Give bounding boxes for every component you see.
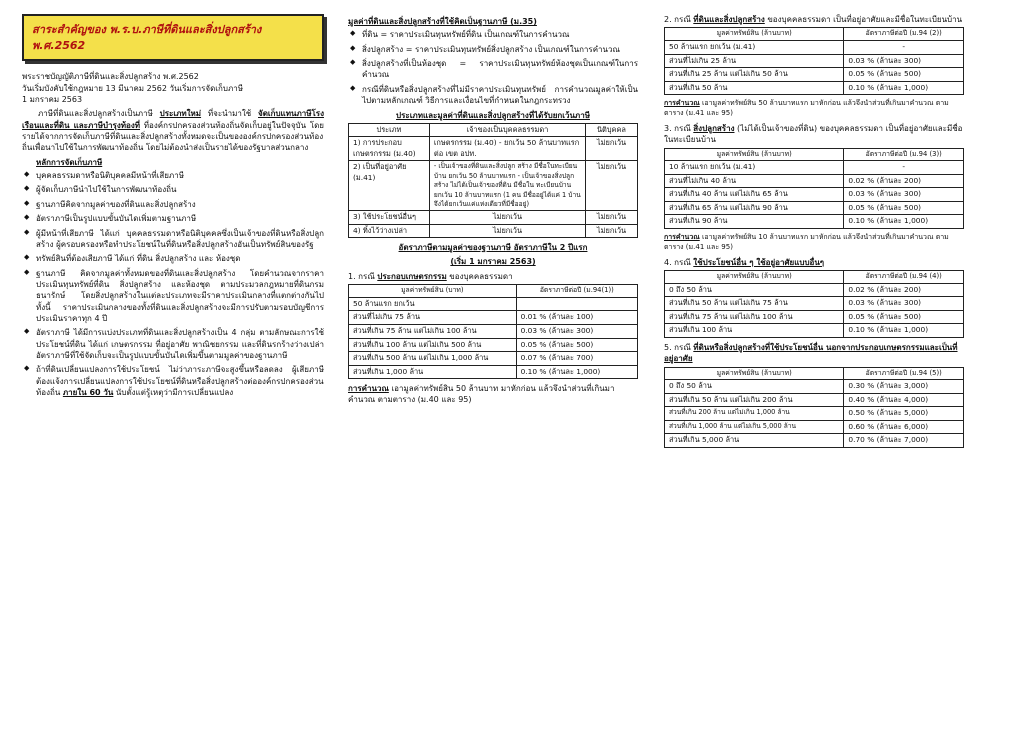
list-item: ◆ บุคคลธรรมดาหรือนิติบุคคลมีหน้าที่เสียภาษี xyxy=(22,170,324,181)
table-row xyxy=(349,352,638,366)
table-cell: 50 ล้านแรก ยกเว้น xyxy=(349,297,517,311)
list-item: ◆ ที่ดิน = ราคาประเมินทุนทรัพย์ที่ดิน เป็นเกณฑ์ในการคำนวณ xyxy=(348,29,638,40)
para-text-d: จัดเก็บแทนภาษีโรงเรือนและที่ดิน และภาษีบำรุงท้องที่ xyxy=(22,109,324,130)
list-item-deadline: ภายใน 60 วัน xyxy=(62,388,114,398)
table-row xyxy=(665,201,964,215)
para-text-c: ที่จะนำมาใช้ xyxy=(207,109,252,119)
table-row xyxy=(349,224,638,238)
list-item-text: ถ้าที่ดินเปลี่ยนแปลงการใช้ประโยชน์ ไม่ว่าภาระภาษีจะสูงขึ้นหรือลดลง ผู้เสียภาษีต้องแจ้งการเปลี่ยนแปลงการใช้ประโยชน์ที่ดินหรือสิ่งปลูกสร้างต่อองค์กรปกครองส่วนท้องถิ่น xyxy=(36,365,324,398)
case-2-heading xyxy=(664,14,964,25)
case-2-table xyxy=(664,27,964,95)
table-cell: ส่วนที่เกิน 100 ล้าน แต่ไม่เกิน 500 ล้าน xyxy=(349,338,517,352)
table-cell: 50 ล้านแรก ยกเว้น (ม.41) xyxy=(665,41,844,55)
table-cell xyxy=(516,297,637,311)
table-cell: 0.05 % (ล้านละ 500) xyxy=(844,201,964,215)
list-item: ◆ สิ่งปลูกสร้าง = ราคาประเมินทุนทรัพย์สิ่งปลูกสร้าง เป็นเกณฑ์ในการคำนวณ xyxy=(348,44,638,55)
intro-paragraph xyxy=(22,108,324,153)
table-cell: ส่วนที่เกิน 75 ล้าน แต่ไม่เกิน 100 ล้าน xyxy=(349,325,517,339)
calc-text: เอามูลค่าทรัพย์สิน 10 ล้านบาทแรก มาหักก่อน แล้วจึงนำส่วนที่เกินมาคำนวณ ตามตาราง (ม.41 และ 95) xyxy=(664,232,949,251)
case-4-table xyxy=(664,270,964,338)
exemption-heading: ประเภทและมูลค่าที่ดินและสิ่งปลูกสร้างที่ได้รับยกเว้นภาษี xyxy=(396,110,590,120)
table-row xyxy=(665,310,964,324)
case-1-label: ประกอบเกษตรกรรม xyxy=(377,271,447,281)
table-cell: 0.05 % (ล้านละ 500) xyxy=(844,68,964,82)
table-cell: 0.03 % (ล้านละ 300) xyxy=(516,325,637,339)
case-5-table xyxy=(664,367,964,448)
table-header: มูลค่าทรัพย์สิน (ล้านบาท) xyxy=(665,367,844,380)
table-cell: ไม่ยกเว้น xyxy=(585,161,637,211)
principles-heading: หลักการจัดเก็บภาษี xyxy=(36,157,103,167)
table-cell: 2) เป็นที่อยู่อาศัย (ม.41) xyxy=(349,161,430,211)
case-3-label: สิ่งปลูกสร้าง xyxy=(693,123,735,133)
case-5-label: ที่ดินหรือสิ่งปลูกสร้างที่ใช้ประโยชน์อื่น นอกจากประกอบเกษตรกรรมและเป็นที่อยู่อาศัย xyxy=(664,342,958,364)
para-text-b: ประเภทใหม่ xyxy=(159,109,202,119)
table-cell: ส่วนที่ไม่เกิน 40 ล้าน xyxy=(665,174,844,188)
table-row xyxy=(665,380,964,394)
case-3-table xyxy=(664,148,964,229)
table-cell: ส่วนที่เกิน 50 ล้าน xyxy=(665,81,844,95)
rates-heading: อัตราภาษีตามมูลค่าของฐานภาษี อัตราภาษีใน 2 ปีแรก xyxy=(398,243,588,253)
para-text-e: ที่องค์กรปกครองส่วนท้องถิ่นจัดเก็บอยู่ในปัจจุบัน โดยรายได้จากการจัดเก็บภาษีที่ดินและสิ่งปลูกสร้างทั้งหมดจะเป็นขององค์กรปกครองส่วนท้องถิ่นเพื่อนาไปใช้ในการพัฒนาท้องถิ่น โดยไม่ต้องนำส่งเป็นรายได้ของรัฐบาลส่วนกลาง xyxy=(22,120,324,153)
table-cell: 4) ทิ้งไว้ว่างเปล่า xyxy=(349,224,430,238)
table-row xyxy=(349,297,638,311)
table-cell: 0.10 % (ล้านละ 1,000) xyxy=(844,81,964,95)
table-cell: ส่วนที่เกิน 200 ล้าน แต่ไม่เกิน 1,000 ล้าน xyxy=(665,407,844,421)
table-cell: ส่วนที่เกิน 5,000 ล้าน xyxy=(665,434,844,448)
case-1-prefix: 1. กรณี xyxy=(348,271,375,281)
table-cell: 10 ล้านแรก ยกเว้น (ม.41) xyxy=(665,161,844,175)
table-cell: 0.03 % (ล้านละ 300) xyxy=(844,188,964,202)
table-header: อัตราภาษีต่อปี (ม.94 (4)) xyxy=(844,271,964,284)
document-title: สาระสำคัญของ พ.ร.บ.ภาษีที่ดินและสิ่งปลูกสร้าง พ.ศ.2562 xyxy=(22,14,324,61)
table-row xyxy=(665,68,964,82)
table-header-row xyxy=(665,271,964,284)
list-item: ◆ อัตราภาษีเป็นรูปแบบขั้นบันไดเพิ่มตามฐานภาษี xyxy=(22,213,324,224)
table-cell: ส่วนที่ไม่เกิน 75 ล้าน xyxy=(349,311,517,325)
table-row xyxy=(665,324,964,338)
table-cell: 0.02 % (ล้านละ 200) xyxy=(844,283,964,297)
table-cell: - xyxy=(844,161,964,175)
table-row xyxy=(349,161,638,211)
table-row xyxy=(665,393,964,407)
calc-note-3 xyxy=(664,233,964,253)
table-row xyxy=(665,54,964,68)
table-cell: 0.02 % (ล้านละ 200) xyxy=(844,174,964,188)
table-cell: ไม่ยกเว้น xyxy=(585,224,637,238)
table-row xyxy=(665,434,964,448)
table-cell: 0.10 % (ล้านละ 1,000) xyxy=(844,324,964,338)
list-item: ◆ ฐานภาษีคิดจากมูลค่าของที่ดินและสิ่งปลูกสร้าง xyxy=(22,199,324,210)
table-header-row xyxy=(665,28,964,41)
list-item: ◆ ทรัพย์สินที่ต้องเสียภาษี ได้แก่ ที่ดิน สิ่งปลูกสร้าง และ ห้องชุด xyxy=(22,253,324,264)
case-2-label: ที่ดินและสิ่งปลูกสร้าง xyxy=(693,15,765,24)
table-row xyxy=(665,420,964,434)
calc-label: การคำนวณ xyxy=(664,99,700,108)
case-5-prefix: 5. กรณี xyxy=(664,342,691,352)
table-header: มูลค่าทรัพย์สิน (ล้านบาท) xyxy=(665,148,844,161)
column-left xyxy=(22,14,324,402)
table-cell: ส่วนที่ไม่เกิน 25 ล้าน xyxy=(665,54,844,68)
table-cell: 0.07 % (ล้านละ 700) xyxy=(516,352,637,366)
table-cell: 0.05 % (ล้านละ 500) xyxy=(844,310,964,324)
table-cell: ไม่ยกเว้น xyxy=(585,211,637,225)
list-item: ◆ อัตราภาษี ได้มีการแบ่งประเภทที่ดินและสิ่งปลูกสร้างเป็น 4 กลุ่ม ตามลักษณะการใช้ประโยชน์ที่ดิน ได้แก่ เกษตรกรรม ที่อยู่อาศัย พาณิชยกรรม และที่ดินรกร้างว่างเปล่า อัตราภาษีที่ใช้จัดเก็บจะเป็นรูปแบบขั้นบันไดเพิ่มขึ้นตามมูลค่าของฐานภาษี xyxy=(22,327,324,361)
calc-note-1 xyxy=(348,383,638,406)
principles-list xyxy=(22,170,324,398)
table-row xyxy=(349,211,638,225)
list-item: ◆ ฐานภาษี คิดจากมูลค่าทั้งหมดของที่ดินและสิ่งปลูกสร้าง โดยคำนวณจากราคาประเมินทุนทรัพย์ที่ดิน สิ่งปลูกสร้าง และห้องชุด ตามประมวลกฎหมายที่ดินกรมธนารักษ์ โดยสิ่งปลูกสร้างในแต่ละประเภทจะมีราคาประเมินกลางที่แตกต่างกันไป ทั้งนี้ ราคาประเมินกลางของทั้งที่ดินและสิ่งปลูกสร้างจะมีการปรับตามรอบบัญชีการประเมินราคาทุก 4 ปี xyxy=(22,268,324,325)
table-row xyxy=(665,41,964,55)
table-cell: 3) ใช้ประโยชน์อื่นๆ xyxy=(349,211,430,225)
list-item-tail: นับตั้งแต่รู้เหตุว่ามีการเปลี่ยนแปลง xyxy=(115,388,234,398)
table-cell: 0.10 % (ล้านละ 1,000) xyxy=(516,365,637,379)
table-cell: 0.50 % (ล้านละ 5,000) xyxy=(844,407,964,421)
table-cell: 0.03 % (ล้านละ 300) xyxy=(844,54,964,68)
table-header: นิติบุคคล xyxy=(585,123,637,137)
table-cell: ส่วนที่เกิน 25 ล้าน แต่ไม่เกิน 50 ล้าน xyxy=(665,68,844,82)
case-4-label: ใช้ประโยชน์อื่น ๆ ใช้อยู่อาศัยแบบอื่นๆ xyxy=(693,257,825,267)
table-cell: ไม่ยกเว้น xyxy=(585,137,637,161)
case-3-tail: (ไม่ได้เป็นเจ้าของที่ดิน) ของบุคคลธรรมดา เป็นที่อยู่อาศัยและมีชื่อในทะเบียนบ้าน xyxy=(664,123,963,145)
table-row xyxy=(665,215,964,229)
table-cell: ส่วนที่เกิน 100 ล้าน xyxy=(665,324,844,338)
table-cell: ส่วนที่เกิน 90 ล้าน xyxy=(665,215,844,229)
tax-base-list xyxy=(348,29,638,106)
list-item: ◆ กรณีที่ดินหรือสิ่งปลูกสร้างที่ไม่มีราคาประเมินทุนทรัพย์ การคำนวณมูลค่าให้เป็นไปตามหลักเกณฑ์ วิธีการและเงื่อนไขที่กำหนดในกฎกระทรวง xyxy=(348,84,638,107)
table-cell: 0.70 % (ล้านละ 7,000) xyxy=(844,434,964,448)
calc-note-2 xyxy=(664,99,964,119)
table-header-row xyxy=(665,148,964,161)
intro-line-1: พระราชบัญญัติภาษีที่ดินและสิ่งปลูกสร้าง พ.ศ.2562 xyxy=(22,72,199,82)
table-header: มูลค่าทรัพย์สิน (ล้านบาท) xyxy=(665,28,844,41)
case-1-heading xyxy=(348,271,638,282)
calc-label: การคำนวณ xyxy=(664,232,700,241)
table-row xyxy=(665,174,964,188)
calc-label: การคำนวณ xyxy=(348,384,389,394)
table-cell: 0.01 % (ล้านละ 100) xyxy=(516,311,637,325)
calc-text: เอามูลค่าทรัพย์สิน 50 ล้านบาทแรก มาหักก่อน แล้วจึงนำส่วนที่เกินมาคำนวณ ตามตาราง (ม.41 และ 95) xyxy=(664,99,949,117)
table-header-row xyxy=(665,367,964,380)
table-cell: ส่วนที่เกิน 50 ล้าน แต่ไม่เกิน 75 ล้าน xyxy=(665,297,844,311)
table-row xyxy=(665,81,964,95)
table-cell: - เป็นเจ้าของที่ดินและสิ่งปลูก สร้าง มีชื่อในทะเบียนบ้าน ยกเว้น 50 ล้านบาทแรก - เป็นเจ้าของสิ่งปลูกสร้าง ไม่ได้เป็นเจ้าของที่ดิน มีชื่อใน ทะเบียนบ้าน ยกเว้น 10 ล้านบาทแรก (1 คน มีชื่ออยู่ได้แค่ 1 บ้าน จึงได้ยกเว้นแค่แห่งเดียวที่มีชื่ออยู่) xyxy=(429,161,585,211)
table-row xyxy=(349,137,638,161)
table-row xyxy=(349,338,638,352)
table-cell: 0 ถึง 50 ล้าน xyxy=(665,380,844,394)
table-cell: ไม่ยกเว้น xyxy=(429,211,585,225)
column-middle xyxy=(348,14,638,406)
table-cell: เกษตรกรรม (ม.40) - ยกเว้น 50 ล้านบาทแรก ต่อ เขต อปท. xyxy=(429,137,585,161)
table-cell: 0.40 % (ล้านละ 4,000) xyxy=(844,393,964,407)
table-cell: ส่วนที่เกิน 50 ล้าน แต่ไม่เกิน 200 ล้าน xyxy=(665,393,844,407)
case-1-tail: ของบุคคลธรรมดา xyxy=(449,271,513,281)
table-header: อัตราภาษีต่อปี (ม.94(1)) xyxy=(516,285,637,298)
table-row xyxy=(665,161,964,175)
list-item: ◆ สิ่งปลูกสร้างที่เป็นห้องชุด = ราคาประเมินทุนทรัพย์ห้องชุดเป็นเกณฑ์ในการคำนวณ xyxy=(348,58,638,81)
table-row xyxy=(665,188,964,202)
intro-line-3: 1 มกราคม 2563 xyxy=(22,94,83,104)
list-item: ◆ ผู้มีหน้าที่เสียภาษี ได้แก่ บุคคลธรรมดาหรือนิติบุคคลซึ่งเป็นเจ้าของที่ดินหรือสิ่งปลูกสร้าง ผู้ครอบครองหรือทำประโยชน์ในที่ดินหรือสิ่งปลูกสร้างอันเป็นทรัพย์สินของรัฐ xyxy=(22,228,324,251)
table-cell: ส่วนที่เกิน 40 ล้าน แต่ไม่เกิน 65 ล้าน xyxy=(665,188,844,202)
calc-text: เอามูลค่าทรัพย์สิน 50 ล้านบาท มาหักก่อน แล้วจึงนำส่วนที่เกินมาคำนวณ ตามตาราง (ม.40 และ 95) xyxy=(348,384,615,405)
case-4-prefix: 4. กรณี xyxy=(664,257,691,267)
case-2-prefix: 2. กรณี xyxy=(664,15,691,24)
case-5-heading xyxy=(664,342,964,365)
exemption-table xyxy=(348,123,638,238)
table-cell: 0.03 % (ล้านละ 300) xyxy=(844,297,964,311)
table-row xyxy=(349,325,638,339)
intro-line-2: วันเริ่มบังคับใช้กฎหมาย 13 มีนาคม 2562 วันเริ่มการจัดเก็บภาษี xyxy=(22,83,244,93)
case-3-prefix: 3. กรณี xyxy=(664,123,691,133)
list-item: ◆ ผู้จัดเก็บภาษีนำไปใช้ในการพัฒนาท้องถิ่น xyxy=(22,184,324,195)
table-header: ประเภท xyxy=(349,123,430,137)
table-header: อัตราภาษีต่อปี (ม.94 (5)) xyxy=(844,367,964,380)
table-header: อัตราภาษีต่อปี (ม.94 (3)) xyxy=(844,148,964,161)
table-cell: 0.60 % (ล้านละ 6,000) xyxy=(844,420,964,434)
table-row xyxy=(665,297,964,311)
table-row xyxy=(665,407,964,421)
para-text-a: ภาษีที่ดินและสิ่งปลูกสร้างเป็นภาษี xyxy=(38,109,153,119)
table-cell: 0.10 % (ล้านละ 1,000) xyxy=(844,215,964,229)
table-cell: ส่วนที่เกิน 75 ล้าน แต่ไม่เกิน 100 ล้าน xyxy=(665,310,844,324)
table-cell: 0 ถึง 50 ล้าน xyxy=(665,283,844,297)
table-header: เจ้าของเป็นบุคคลธรรมดา xyxy=(429,123,585,137)
table-cell: 1) การประกอบเกษตรกรรม (ม.40) xyxy=(349,137,430,161)
table-cell: ส่วนที่เกิน 1,000 ล้าน แต่ไม่เกิน 5,000 ล้าน xyxy=(665,420,844,434)
case-2-tail: ของบุคคลธรรมดา เป็นที่อยู่อาศัยและมีชื่อในทะเบียนบ้าน xyxy=(767,15,963,24)
table-header: อัตราภาษีต่อปี (ม.94 (2)) xyxy=(844,28,964,41)
column-right xyxy=(664,14,964,452)
table-row xyxy=(665,283,964,297)
table-header: มูลค่าทรัพย์สิน (บาท) xyxy=(349,285,517,298)
table-header: มูลค่าทรัพย์สิน (ล้านบาท) xyxy=(665,271,844,284)
rates-subheading: (เริ่ม 1 มกราคม 2563) xyxy=(450,256,536,266)
tax-base-heading: มูลค่าที่ดินและสิ่งปลูกสร้างที่ใช้คิดเป็นฐานภาษี (ม.35) xyxy=(348,17,537,26)
table-cell: - xyxy=(844,41,964,55)
table-header-row xyxy=(349,285,638,298)
case-1-table xyxy=(348,284,638,379)
table-header-row xyxy=(349,123,638,137)
table-row xyxy=(349,311,638,325)
table-cell: 0.05 % (ล้านละ 500) xyxy=(516,338,637,352)
table-cell: ส่วนที่เกิน 1,000 ล้าน xyxy=(349,365,517,379)
case-3-heading xyxy=(664,123,964,146)
table-row xyxy=(349,365,638,379)
table-cell: ส่วนที่เกิน 500 ล้าน แต่ไม่เกิน 1,000 ล้าน xyxy=(349,352,517,366)
table-cell: 0.30 % (ล้านละ 3,000) xyxy=(844,380,964,394)
table-cell: ไม่ยกเว้น xyxy=(429,224,585,238)
list-item xyxy=(22,364,324,398)
table-cell: ส่วนที่เกิน 65 ล้าน แต่ไม่เกิน 90 ล้าน xyxy=(665,201,844,215)
case-4-heading xyxy=(664,257,964,268)
